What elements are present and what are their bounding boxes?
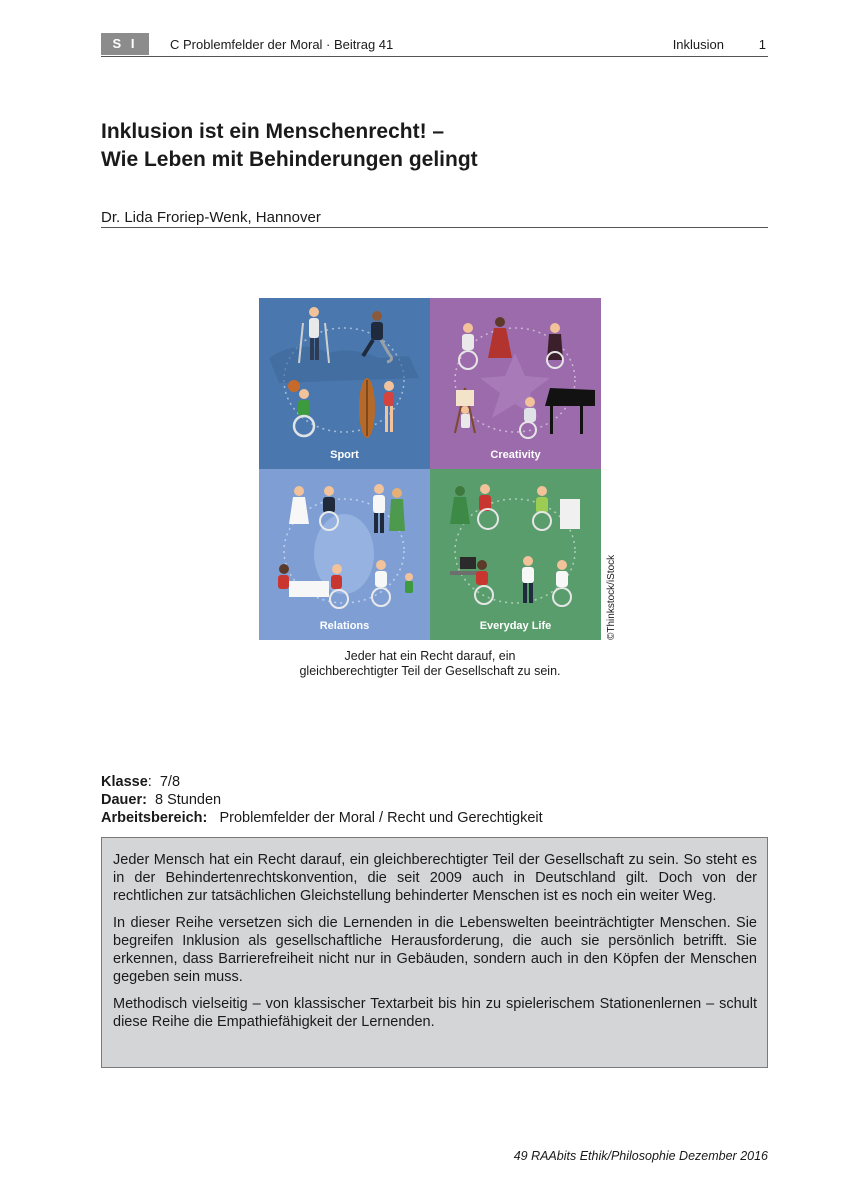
level-tag: S I (101, 33, 149, 55)
image-caption (259, 649, 601, 679)
page-footer: 49 RAAbits Ethik/Philosophie Dezember 2016 (513, 1149, 768, 1163)
sport-figures (259, 298, 430, 469)
meta-class-label: Klasse (101, 774, 148, 790)
quadrant-everyday-life (430, 469, 601, 640)
quadrant-relations (259, 469, 430, 640)
header-topic: Inklusion (672, 37, 724, 52)
meta-class: Klasse: 7/8 (101, 774, 181, 790)
quadrant-creativity (430, 298, 601, 469)
meta-area-label: Arbeitsbereich: (101, 810, 208, 826)
page-number: 1 (758, 37, 766, 52)
image-credit: ©Thinkstock/iStock (606, 554, 617, 640)
running-header (101, 33, 768, 57)
meta-area (101, 809, 543, 827)
summary-box (101, 837, 768, 1068)
summary-paragraph: Jeder Mensch hat ein Recht darauf, ein gleichberechtigter Teil der Gesellschaft zu sein. So steht es in der Behindertenrechtskonvention, die seit 2009 auch in Deutschland gilt. Doch von der rechtlichen zur tatsächlichen Gleichstellung behinderter Menschen ist es noch ein weiter Weg. (113, 852, 757, 904)
meta-class-value: 7/8 (159, 774, 181, 790)
course-metadata (101, 773, 543, 827)
summary-paragraph: In dieser Reihe versetzen sich die Lernenden in die Lebenswelten beeinträchtigter Menschen. Sie begreifen Inklusion als gesellschaftliche Herausforderung, die auch sie persönlich betrifft. Sie erkennen, dass Barrierefreiheit nicht nur in Gebäuden, sondern auch in den Köpfen der Menschen gegeben sein muss. (113, 915, 757, 985)
everyday-life-figures (430, 469, 601, 640)
header-section: C Problemfelder der Moral · Beitrag 41 (170, 37, 394, 52)
author-line: Dr. Lida Froriep-Wenk, Hannover (101, 209, 768, 228)
page-title (101, 118, 768, 174)
quadrant-sport (259, 298, 430, 469)
creativity-figures (430, 298, 601, 469)
meta-duration (101, 791, 543, 809)
illustration (259, 298, 601, 640)
quadrant-label-relations: Relations (319, 620, 370, 632)
quadrant-label-creativity: Creativity (490, 449, 541, 461)
meta-duration-label: Dauer: (101, 792, 147, 808)
relations-figures (259, 469, 430, 640)
meta-area-value: Problemfelder der Moral / Recht und Gerechtigkeit (219, 810, 543, 826)
caption-line-1: Jeder hat ein Recht darauf, ein (344, 649, 516, 663)
meta-duration-value: 8 Stunden (155, 792, 222, 808)
quadrant-label-everyday-life: Everyday Life (479, 620, 552, 632)
title-line-1: Inklusion ist ein Menschenrecht! – (101, 120, 445, 143)
caption-line-2: gleichberechtigter Teil der Gesellschaft zu sein. (299, 664, 561, 678)
title-line-2: Wie Leben mit Behinderungen gelingt (101, 148, 478, 171)
summary-paragraph: Methodisch vielseitig – von klassischer Textarbeit bis hin zu spielerischem Stationenlernen – schult diese Reihe die Empathiefähigkeit der Lernenden. (113, 996, 757, 1030)
quadrant-label-sport: Sport (330, 449, 359, 461)
